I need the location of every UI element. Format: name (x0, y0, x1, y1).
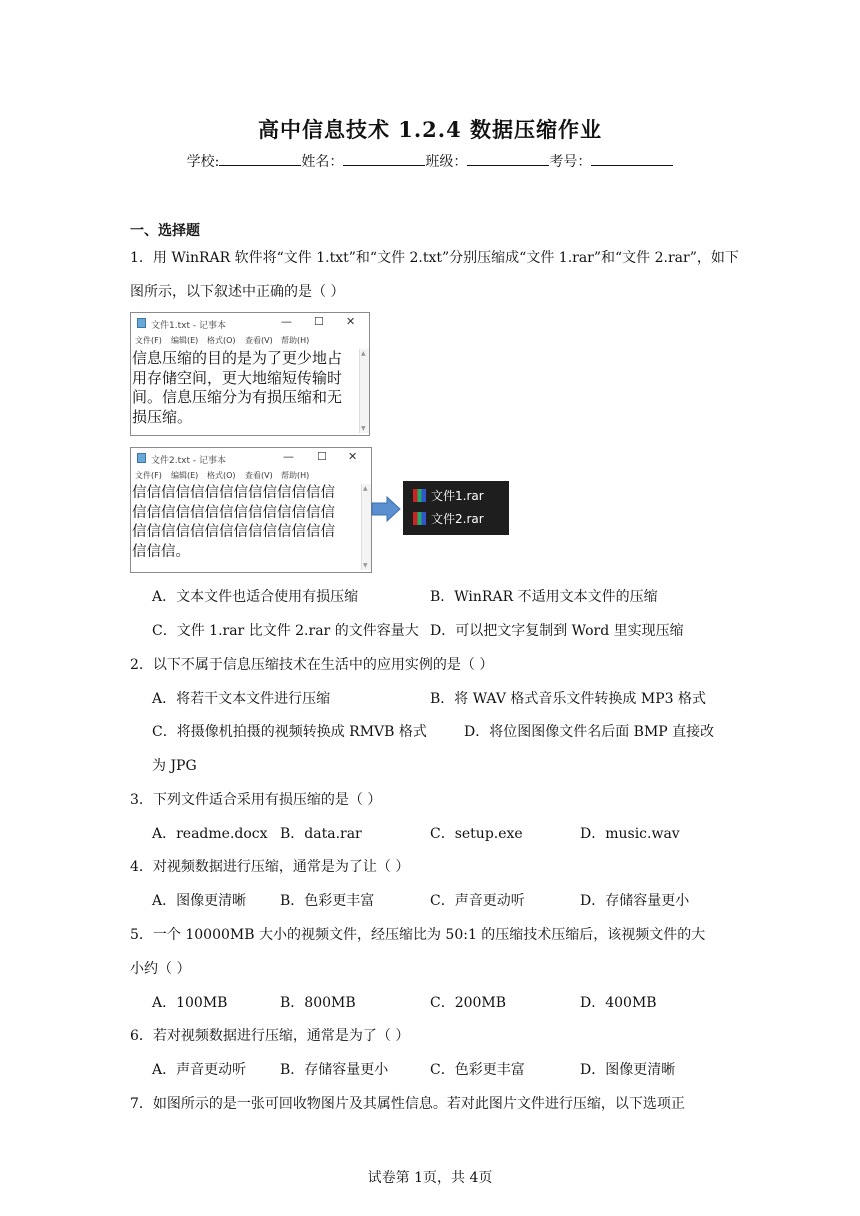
q5-stem-line1: 5．一个 10000MB 大小的视频文件，经压缩比为 50:1 的压缩技术压缩后，该视频文件的大 (130, 927, 706, 943)
right-arrow-icon (371, 496, 401, 522)
menu-view[interactable]: 查看(V) (245, 336, 273, 345)
q1-option-a[interactable]: A．文本文件也适合使用有损压缩 (152, 589, 359, 605)
menu-format[interactable]: 格式(O) (207, 336, 236, 345)
notepad-text[interactable]: 信信信信信信信信信信信信信信 信信信信信信信信信信信信信信 信信信信信信信信信信信信信信 信信信。 (132, 485, 335, 560)
name-blank[interactable] (343, 153, 425, 166)
menu-edit[interactable]: 编辑(E) (171, 336, 199, 345)
close-icon[interactable]: ✕ (346, 315, 356, 328)
student-info-line (0, 151, 860, 171)
q3-option-c[interactable]: C．setup.exe (430, 826, 523, 842)
minimize-icon[interactable]: — (283, 450, 294, 463)
q3-option-b[interactable]: B．data.rar (280, 826, 362, 842)
q4-option-a[interactable]: A．图像更清晰 (152, 893, 247, 909)
rar-file-2[interactable] (413, 511, 484, 527)
menu-help[interactable]: 帮助(H) (281, 336, 310, 345)
maximize-icon[interactable]: ☐ (317, 450, 327, 463)
notepad-window-2 (130, 447, 372, 573)
q1-option-b[interactable]: B．WinRAR 不适用文本文件的压缩 (430, 589, 658, 605)
class-blank[interactable] (467, 153, 549, 166)
menu-file[interactable]: 文件(F) (135, 471, 162, 480)
q4-option-b[interactable]: B．色彩更丰富 (280, 893, 375, 909)
menu-help[interactable]: 帮助(H) (281, 471, 310, 480)
q2-option-b[interactable]: B．将 WAV 格式音乐文件转换成 MP3 格式 (430, 691, 706, 707)
q6-option-b[interactable]: B．存储容量更小 (280, 1062, 389, 1078)
scrollbar[interactable] (361, 484, 371, 570)
q6-option-c[interactable]: C．色彩更丰富 (430, 1062, 525, 1078)
notepad-titlebar (131, 448, 371, 468)
menu-file[interactable]: 文件(F) (135, 336, 162, 345)
notepad-menubar (131, 468, 371, 483)
close-icon[interactable]: ✕ (348, 450, 358, 463)
notepad-window-1 (130, 312, 370, 436)
q2-stem: 2．以下不属于信息压缩技术在生活中的应用实例的是（ ） (130, 657, 494, 673)
q2-option-a[interactable]: A．将若干文本文件进行压缩 (152, 691, 331, 707)
notepad-titlebar (131, 313, 369, 333)
q1-option-c[interactable]: C．文件 1.rar 比文件 2.rar 的文件容量大 (152, 623, 419, 639)
rar-file-1[interactable] (413, 488, 484, 504)
q5-option-c[interactable]: C．200MB (430, 995, 507, 1011)
q2-option-c[interactable]: C．将摄像机拍摄的视频转换成 RMVB 格式 (152, 724, 427, 740)
q7-stem-line1: 7．如图所示的是一张可回收物图片及其属性信息。若对此图片文件进行压缩，以下选项正 (130, 1096, 685, 1112)
school-label: 学校: (186, 154, 220, 170)
menu-format[interactable]: 格式(O) (207, 471, 236, 480)
q5-option-d[interactable]: D．400MB (580, 995, 657, 1011)
notepad-title: 文件2.txt - 记事本 (151, 456, 226, 466)
scroll-up-icon[interactable]: ▲ (363, 485, 368, 492)
q4-option-d[interactable]: D．存储容量更小 (580, 893, 690, 909)
scroll-down-icon[interactable]: ▼ (361, 425, 366, 432)
q5-option-b[interactable]: B．800MB (280, 995, 356, 1011)
winrar-icon (413, 489, 426, 502)
scrollbar[interactable] (359, 349, 369, 433)
class-label: 班级： (425, 154, 468, 170)
q6-option-a[interactable]: A．声音更动听 (152, 1062, 247, 1078)
q3-stem: 3．下列文件适合采用有损压缩的是（ ） (130, 792, 382, 808)
notepad-text[interactable]: 信息压缩的目的是为了更少地占 用存储空间，更大地缩短传输时 间。信息压缩分为有损压缩和无 损压缩。 (132, 349, 343, 426)
notepad-title: 文件1.txt - 记事本 (151, 321, 226, 331)
page-title: 高中信息技术 1.2.4 数据压缩作业 (257, 117, 603, 142)
maximize-icon[interactable]: ☐ (314, 315, 324, 328)
scroll-down-icon[interactable]: ▼ (363, 562, 368, 569)
q2-option-d-cont: 为 JPG (152, 758, 197, 774)
rar-file-name: 文件2.rar (431, 512, 484, 526)
menu-view[interactable]: 查看(V) (245, 471, 273, 480)
scroll-up-icon[interactable]: ▲ (361, 350, 366, 357)
exam-no-blank[interactable] (591, 153, 673, 166)
notepad-icon (137, 318, 146, 328)
page-footer: 试卷第 1页，共 4页 (367, 1170, 493, 1186)
menu-edit[interactable]: 编辑(E) (171, 471, 199, 480)
school-blank[interactable] (219, 153, 301, 166)
q6-option-d[interactable]: D．图像更清晰 (580, 1062, 676, 1078)
q4-stem: 4．对视频数据进行压缩，通常是为了让（ ） (130, 859, 410, 875)
q1-stem-line1: 1．用 WinRAR 软件将“文件 1.txt”和“文件 2.txt”分别压缩成“文件 1.rar”和“文件 2.rar”，如下 (130, 250, 739, 266)
q1-option-d[interactable]: D．可以把文字复制到 Word 里实现压缩 (430, 623, 684, 639)
q5-stem-line2: 小约（ ） (130, 961, 191, 977)
notepad-icon (137, 453, 146, 463)
rar-file-name: 文件1.rar (431, 489, 484, 503)
q3-option-a[interactable]: A．readme.docx (152, 826, 268, 842)
notepad-menubar (131, 333, 369, 348)
winrar-icon (413, 512, 426, 525)
name-label: 姓名： (301, 154, 344, 170)
q3-option-d[interactable]: D．music.wav (580, 826, 680, 842)
q1-stem-line2: 图所示，以下叙述中正确的是（ ） (130, 284, 345, 300)
minimize-icon[interactable]: — (281, 315, 292, 328)
q5-option-a[interactable]: A．100MB (152, 995, 228, 1011)
q4-option-c[interactable]: C．声音更动听 (430, 893, 525, 909)
exam-no-label: 考号： (549, 154, 592, 170)
q6-stem: 6．若对视频数据进行压缩，通常是为了（ ） (130, 1028, 410, 1044)
rar-file-list (403, 481, 509, 535)
section-heading: 一、选择题 (130, 223, 200, 239)
q2-option-d[interactable]: D．将位图图像文件名后面 BMP 直接改 (464, 724, 715, 740)
